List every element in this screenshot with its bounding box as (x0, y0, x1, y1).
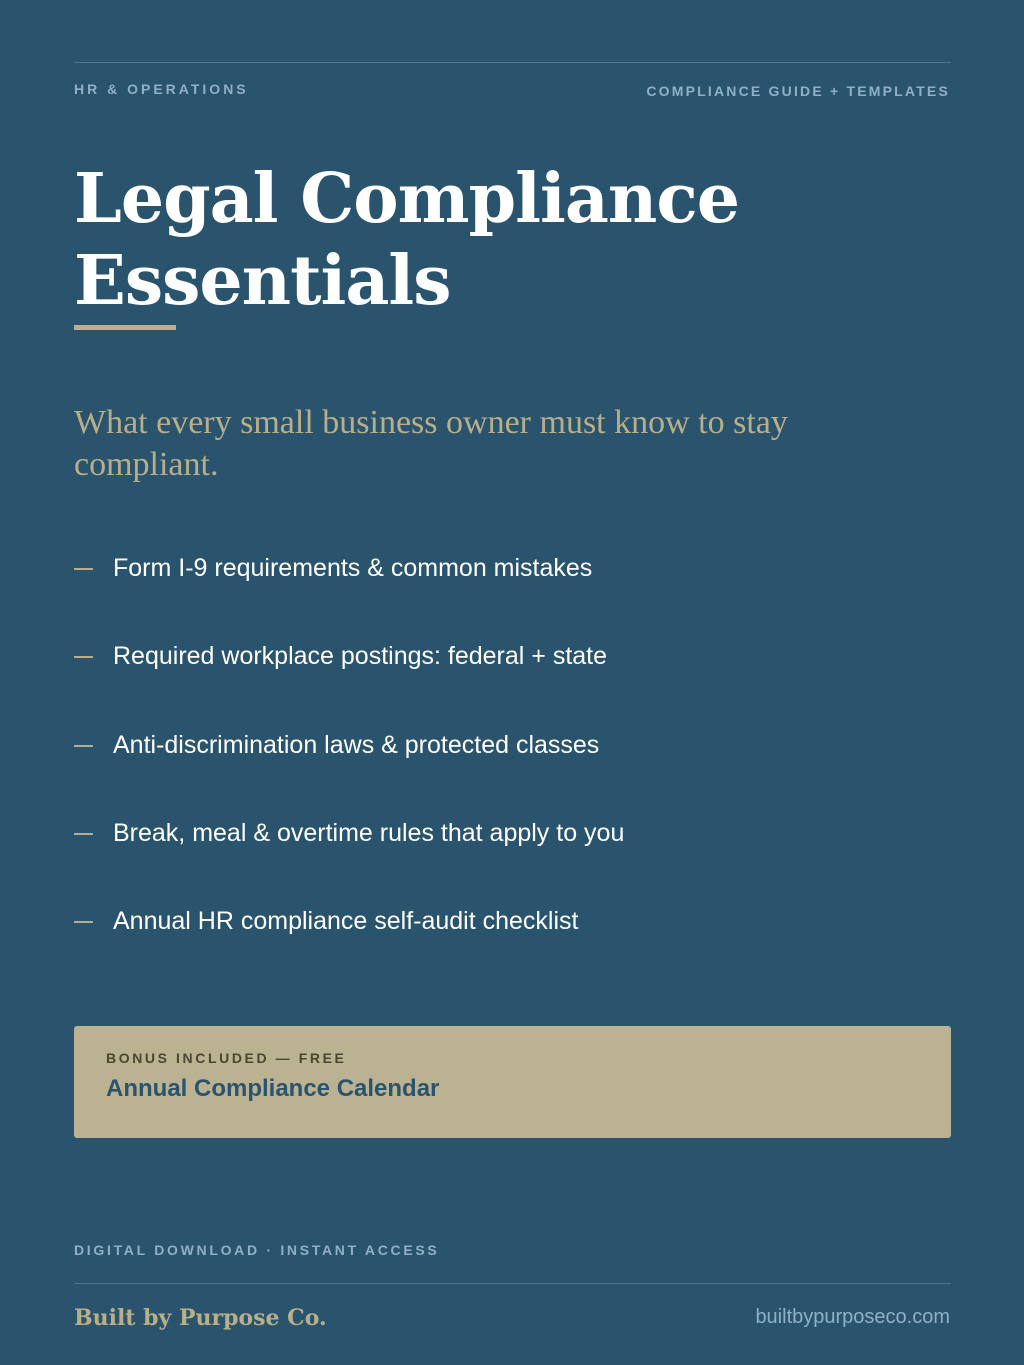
feature-text: Break, meal & overtime rules that apply to you (113, 818, 625, 847)
page-title (74, 158, 739, 322)
feature-text: Form I-9 requirements & common mistakes (113, 554, 593, 582)
dash-bullet-icon (74, 833, 93, 835)
feature-text: Anti-discrimination laws & protected classes (113, 730, 600, 759)
title-line-1: Legal Compliance (74, 159, 739, 239)
feature-text: Annual HR compliance self-audit checklist (113, 907, 579, 936)
list-item (74, 548, 624, 636)
title-line-2: Essentials (74, 241, 451, 321)
list-item (74, 636, 624, 724)
feature-list (74, 548, 624, 989)
category-label: HR & OPERATIONS (74, 81, 249, 97)
dash-bullet-icon (74, 656, 93, 658)
subtitle: What every small business owner must know to stay compliant. (74, 404, 788, 483)
footer-divider (74, 1283, 951, 1284)
bonus-label: BONUS INCLUDED — FREE (106, 1050, 347, 1066)
list-item (74, 725, 624, 813)
brand-name: Built by Purpose Co. (74, 1305, 327, 1331)
delivery-tagline: DIGITAL DOWNLOAD · INSTANT ACCESS (74, 1242, 440, 1258)
dash-bullet-icon (74, 745, 93, 747)
top-divider (74, 62, 951, 63)
list-item (74, 813, 624, 901)
list-item (74, 901, 624, 989)
bonus-title: Annual Compliance Calendar (106, 1075, 440, 1102)
title-accent-bar (74, 325, 176, 330)
website-link[interactable]: builtbypurposeco.com (755, 1306, 950, 1328)
dash-bullet-icon (74, 568, 93, 570)
feature-text: Required workplace postings: federal + state (113, 642, 608, 671)
product-type-label: COMPLIANCE GUIDE + TEMPLATES (646, 83, 950, 99)
dash-bullet-icon (74, 921, 93, 923)
bonus-callout (74, 1026, 951, 1138)
